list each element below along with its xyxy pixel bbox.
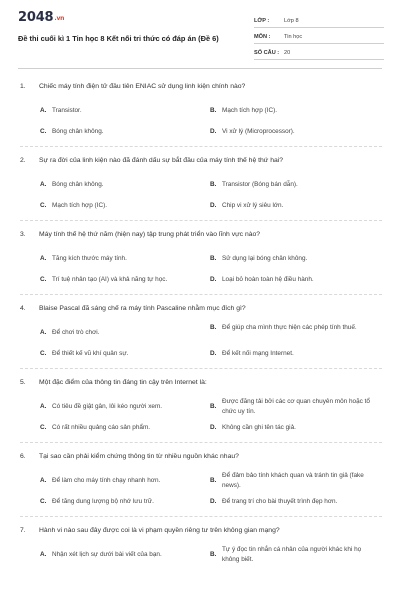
option-letter: A. [40, 255, 47, 262]
question-stem: Một đặc điểm của thông tin đáng tin cậy trên Internet là: [39, 379, 207, 386]
answer-option[interactable] [210, 397, 378, 416]
question-item [20, 517, 382, 591]
meta-row-class [254, 12, 384, 28]
answer-option[interactable] [40, 328, 208, 338]
answer-option[interactable] [40, 106, 208, 116]
option-text: Để trang trí cho bài thuyết trình đẹp hơn. [222, 498, 338, 505]
logo-number: 2048 [18, 10, 54, 25]
option-text: Bóng chân không. [52, 128, 104, 135]
question-stem: Hành vi nào sau đây được coi là vi phạm quyền riêng tư trên không gian mạng? [39, 527, 280, 534]
answer-option[interactable] [40, 127, 208, 137]
question-number: 1. [20, 83, 26, 90]
question-stem: Blaise Pascal đã sáng chế ra máy tính Pascaline nhằm mục đích gì? [39, 305, 246, 312]
answer-option[interactable] [210, 323, 378, 333]
option-letter: C. [40, 202, 47, 209]
option-text: Nhận xét lịch sự dưới bài viết của bạn. [52, 551, 162, 558]
answer-option[interactable] [40, 497, 208, 507]
option-letter: C. [40, 424, 47, 431]
answer-option[interactable] [210, 254, 378, 264]
header-divider [18, 68, 382, 69]
option-letter: C. [40, 128, 47, 135]
option-text: Tự ý đọc tin nhắn cá nhân của người khác khi họ không biết. [222, 546, 362, 563]
question-number: 5. [20, 379, 26, 386]
option-letter: B. [210, 107, 217, 114]
option-letter: C. [40, 498, 47, 505]
answer-option[interactable] [40, 349, 208, 359]
option-letter: C. [40, 276, 47, 283]
question-number: 7. [20, 527, 26, 534]
question-text [20, 156, 382, 166]
option-letter: B. [210, 255, 217, 262]
question-stem: Chiếc máy tính điện tử đầu tiên ENIAC sử dụng linh kiện chính nào? [39, 83, 246, 90]
option-text: Loại bỏ hoàn toàn hệ điều hành. [222, 276, 314, 283]
meta-value: Lớp 8 [284, 18, 299, 24]
option-letter: C. [40, 350, 47, 357]
question-stem: Sự ra đời của linh kiện nào đã đánh dấu sự bắt đầu của máy tính thế hệ thứ hai? [39, 157, 284, 164]
meta-value: Tin học [284, 34, 303, 40]
question-text [20, 526, 382, 536]
meta-label: LỚP : [254, 18, 270, 24]
answer-option[interactable] [40, 402, 208, 412]
meta-row-question-count [254, 44, 384, 60]
answer-option[interactable] [40, 254, 208, 264]
option-letter: A. [40, 551, 47, 558]
answer-option[interactable] [210, 423, 378, 433]
option-text: Có tiêu đề giật gân, lôi kéo người xem. [52, 403, 163, 410]
option-text: Để đảm bảo tính khách quan và tránh tin giả (fake news). [222, 472, 364, 489]
exam-meta-table [254, 12, 384, 60]
answer-option[interactable] [210, 349, 378, 359]
option-text: Để chơi trò chơi. [52, 329, 100, 336]
option-letter: A. [40, 403, 47, 410]
option-text: Để thiết kế vũ khí quân sự. [52, 350, 129, 357]
question-text [20, 304, 382, 314]
question-item [20, 295, 382, 369]
question-number: 4. [20, 305, 26, 312]
meta-value: 20 [284, 50, 291, 56]
option-letter: A. [40, 107, 47, 114]
question-text [20, 378, 382, 388]
option-text: Chip vi xử lý siêu lớn. [222, 202, 284, 209]
option-text: Mạch tích hợp (IC). [52, 202, 107, 209]
question-stem: Tại sao cần phải kiểm chứng thông tin từ nhiều nguồn khác nhau? [39, 453, 239, 460]
question-text [20, 82, 382, 92]
option-text: Transistor. [52, 107, 82, 114]
answer-option[interactable] [40, 423, 208, 433]
question-text [20, 230, 382, 240]
option-text: Có rất nhiều quảng cáo sản phẩm. [52, 424, 151, 431]
question-text [20, 452, 382, 462]
meta-row-subject [254, 28, 384, 44]
option-letter: D. [210, 424, 217, 431]
option-text: Mạch tích hợp (IC). [222, 107, 277, 114]
page-title: Đề thi cuối kì 1 Tin học 8 Kết nối tri thức có đáp án (Đề 6) [18, 34, 219, 43]
option-letter: D. [210, 498, 217, 505]
answer-option[interactable] [40, 550, 208, 560]
meta-label: SỐ CÂU : [254, 50, 280, 56]
option-letter: B. [210, 181, 217, 188]
answer-option[interactable] [40, 476, 208, 486]
question-list [20, 73, 382, 591]
option-text: Để làm cho máy tính chạy nhanh hơn. [52, 477, 161, 484]
answer-option[interactable] [210, 127, 378, 137]
answer-option[interactable] [210, 180, 378, 190]
logo-tld: .vn [54, 15, 65, 22]
option-letter: D. [210, 350, 217, 357]
question-item [20, 443, 382, 517]
option-text: Để tăng dung lượng bộ nhớ lưu trữ. [52, 498, 154, 505]
option-letter: B. [210, 476, 217, 484]
answer-option[interactable] [210, 545, 378, 564]
question-number: 2. [20, 157, 26, 164]
answer-option[interactable] [40, 201, 208, 211]
option-letter: A. [40, 329, 47, 336]
option-text: Không cần ghi tên tác giả. [222, 424, 296, 431]
answer-option[interactable] [210, 497, 378, 507]
answer-option[interactable] [210, 275, 378, 285]
question-item [20, 73, 382, 147]
option-letter: B. [210, 550, 217, 558]
option-text: Sử dụng lại bóng chân không. [222, 255, 308, 262]
option-letter: D. [210, 276, 217, 283]
answer-option[interactable] [210, 471, 378, 490]
answer-option[interactable] [40, 180, 208, 190]
question-item [20, 369, 382, 443]
question-number: 6. [20, 453, 26, 460]
option-letter: B. [210, 324, 217, 331]
question-number: 3. [20, 231, 26, 238]
option-text: Để giúp cha mình thực hiện các phép tính thuế. [222, 324, 357, 331]
option-text: Trí tuệ nhân tạo (AI) và khả năng tự học. [52, 276, 168, 283]
meta-label: MÔN : [254, 34, 271, 40]
option-text: Bóng chân không. [52, 181, 104, 188]
option-text: Để kết nối mạng Internet. [222, 350, 294, 357]
option-letter: D. [210, 202, 217, 209]
option-letter: A. [40, 181, 47, 188]
option-letter: A. [40, 477, 47, 484]
option-text: Vi xử lý (Microprocessor). [222, 128, 295, 135]
option-text: Được đăng tải bởi các cơ quan chuyên môn hoặc tổ chức uy tín. [222, 398, 370, 415]
answer-option[interactable] [210, 106, 378, 116]
question-item [20, 147, 382, 221]
question-item [20, 221, 382, 295]
option-text: Tăng kích thước máy tính. [52, 255, 127, 262]
option-letter: D. [210, 128, 217, 135]
answer-option[interactable] [40, 275, 208, 285]
question-stem: Máy tính thế hệ thứ năm (hiện nay) tập trung phát triển vào lĩnh vực nào? [39, 231, 261, 238]
option-letter: B. [210, 402, 217, 410]
option-text: Transistor (Bóng bán dẫn). [222, 181, 298, 188]
answer-option[interactable] [210, 201, 378, 211]
